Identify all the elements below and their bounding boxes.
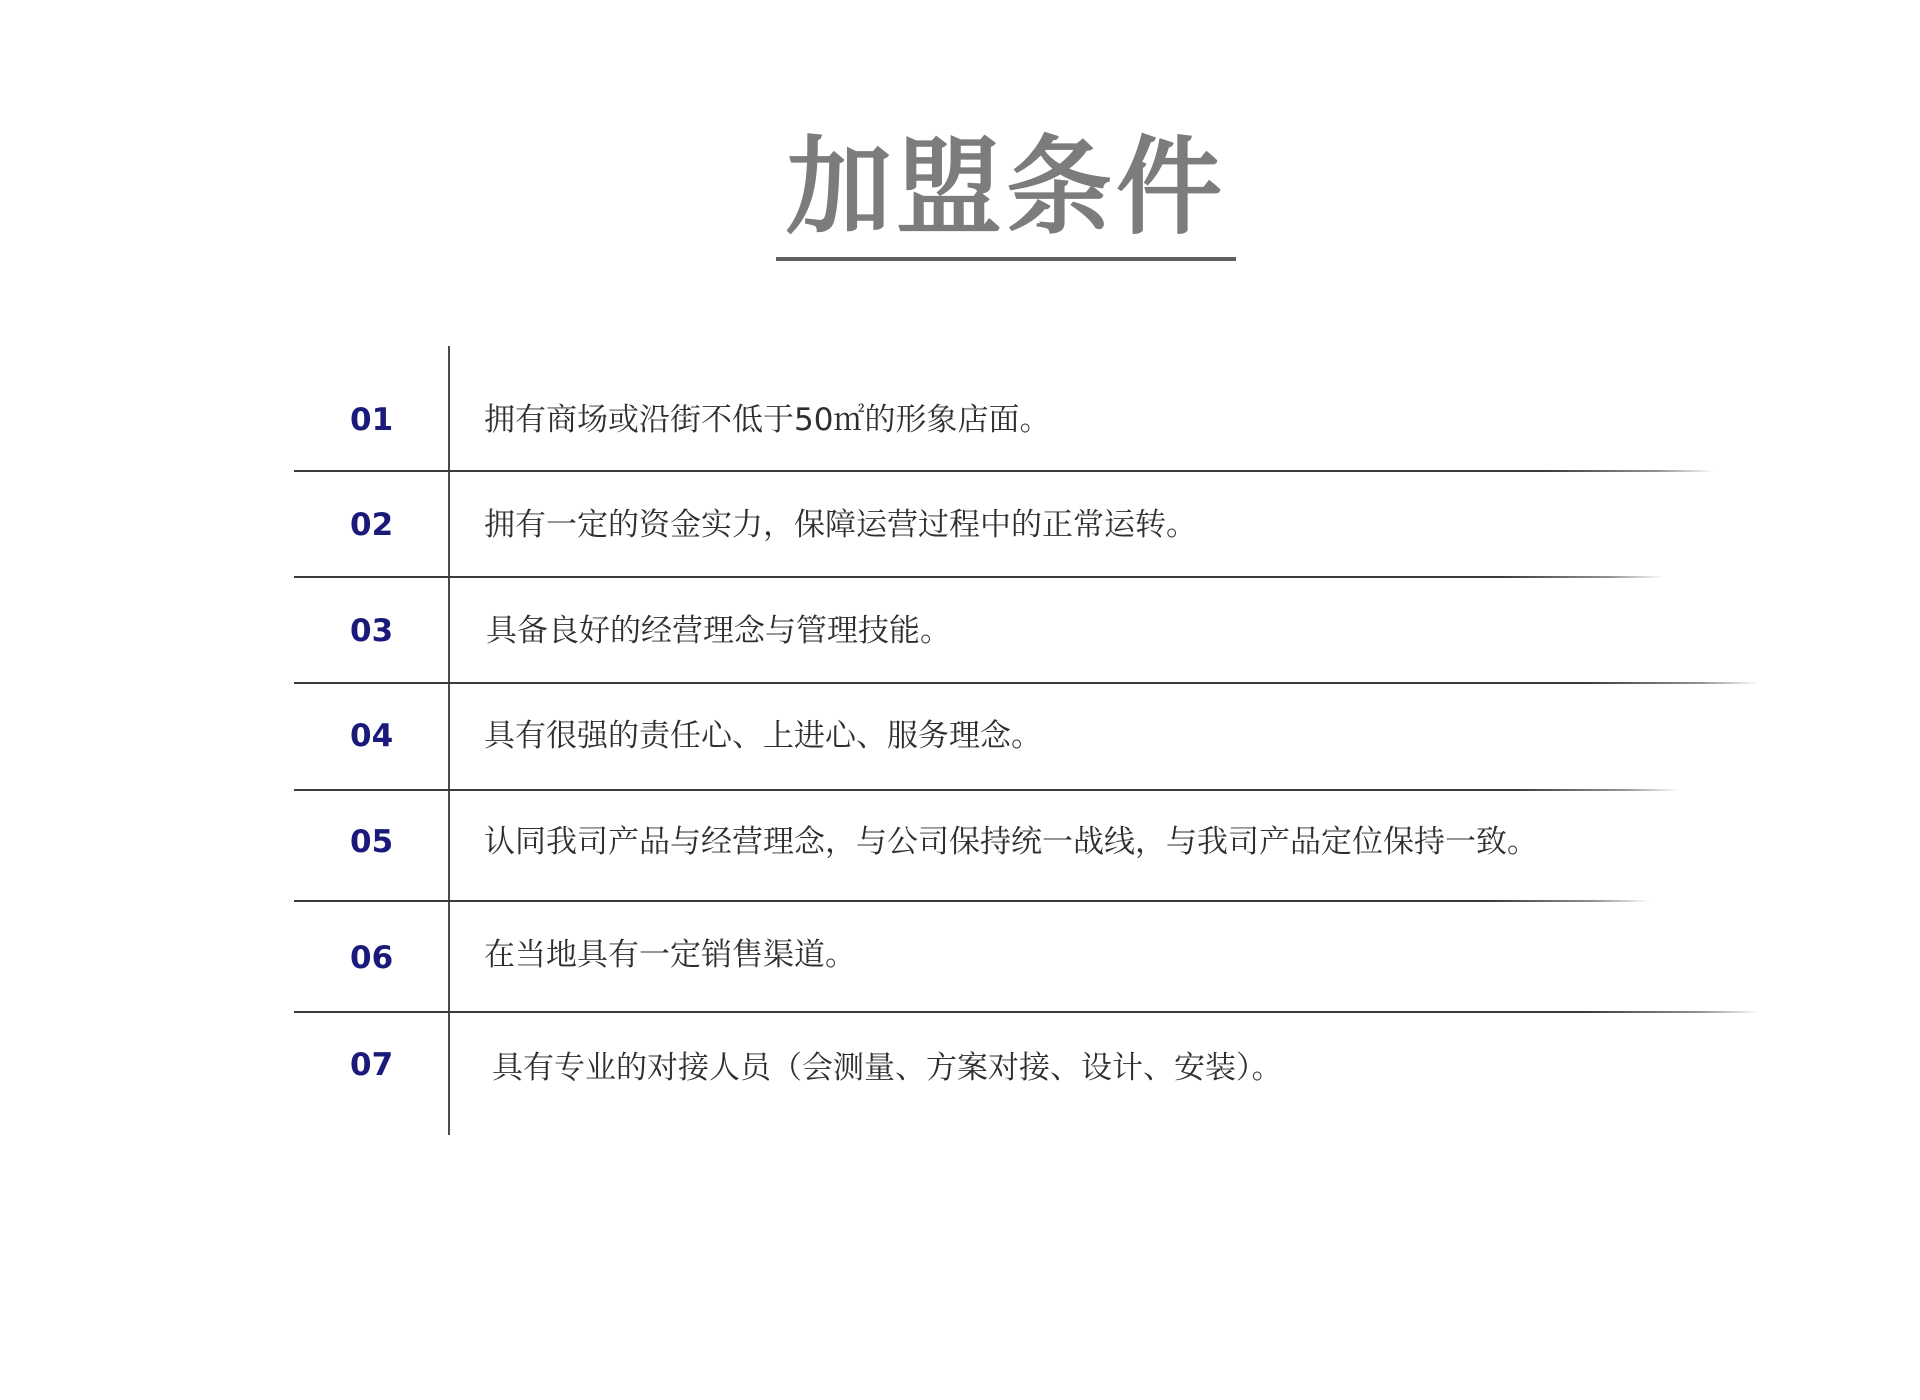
item-text-04: 具有很强的责任心、上进心、服务理念。	[484, 718, 1042, 754]
vertical-divider	[448, 346, 450, 1135]
item-number-02: 02	[350, 507, 394, 543]
item-text-02: 拥有一定的资金实力，保障运营过程中的正常运转。	[484, 507, 1197, 543]
item-text-06: 在当地具有一定销售渠道。	[484, 937, 856, 973]
row-divider-5	[294, 900, 1649, 902]
item-text-03: 具备良好的经营理念与管理技能。	[486, 613, 951, 649]
page-title: 加盟条件	[786, 126, 1226, 249]
item-text-05: 认同我司产品与经营理念，与公司保持统一战线，与我司产品定位保持一致。	[484, 824, 1538, 860]
item-number-07: 07	[350, 1047, 394, 1083]
item-number-06: 06	[350, 940, 394, 976]
row-divider-6	[294, 1011, 1759, 1013]
row-divider-3	[294, 682, 1759, 684]
row-divider-1	[294, 470, 1714, 472]
item-number-05: 05	[350, 824, 394, 860]
row-divider-2	[294, 576, 1664, 578]
item-number-03: 03	[350, 613, 394, 649]
item-number-01: 01	[350, 402, 394, 438]
item-number-04: 04	[350, 718, 394, 754]
row-divider-4	[294, 789, 1679, 791]
item-text-01: 拥有商场或沿街不低于50㎡的形象店面。	[484, 402, 1051, 438]
title-underline	[776, 257, 1236, 261]
item-text-07: 具有专业的对接人员（会测量、方案对接、设计、安装）。	[492, 1050, 1283, 1086]
